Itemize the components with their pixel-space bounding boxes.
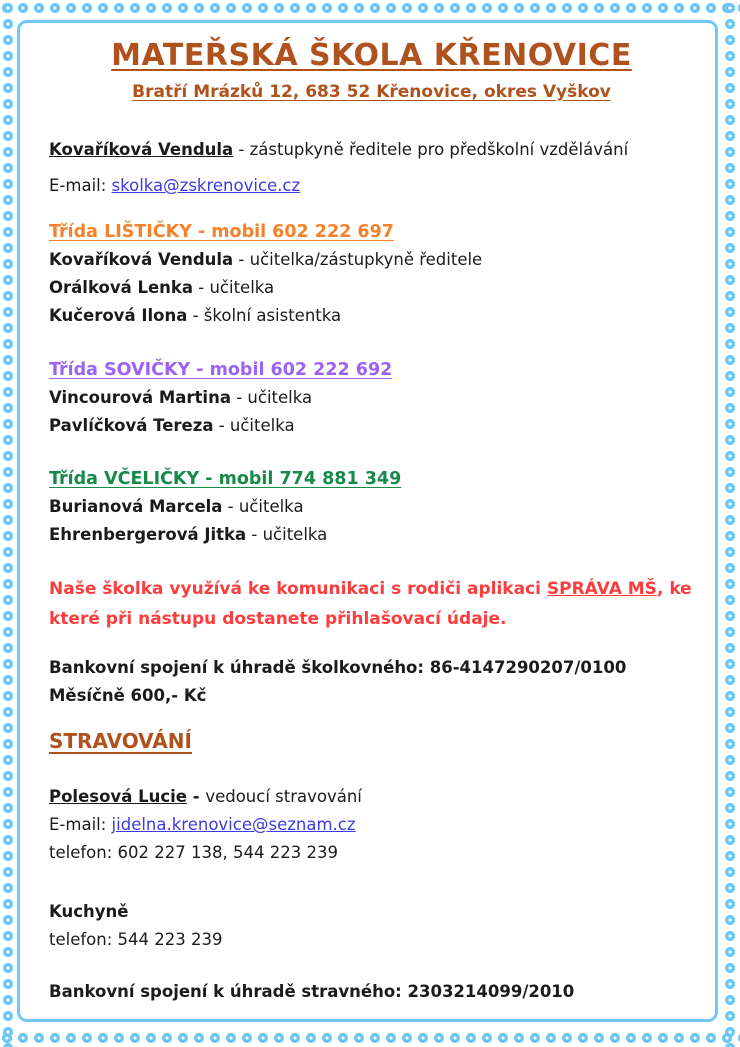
staff-role: - učitelka xyxy=(222,497,304,516)
staff-role: - školní asistentka xyxy=(187,306,342,325)
class-heading-vcelicky: Třída VČELIČKY - mobil 774 881 349 xyxy=(49,469,402,489)
class-heading-sovicky: Třída SOVIČKY - mobil 602 222 692 xyxy=(49,360,393,380)
catering-heading: STRAVOVÁNÍ xyxy=(49,729,192,753)
staff-role: - učitelka xyxy=(246,525,328,544)
staff-line xyxy=(49,384,694,412)
class-heading-listicky: Třída LIŠTIČKY - mobil 602 222 697 xyxy=(49,222,394,242)
phone-label: telefon: xyxy=(49,930,118,949)
staff-name: Kučerová Ilona xyxy=(49,306,188,325)
app-notice xyxy=(49,574,694,634)
page-title: MATEŘSKÁ ŠKOLA KŘENOVICE xyxy=(111,38,632,73)
staff-role: - učitelka xyxy=(213,416,295,435)
staff-line xyxy=(49,412,694,440)
manager-name: Polesová Lucie xyxy=(49,787,187,806)
staff-line xyxy=(49,302,694,330)
staff-line xyxy=(49,521,694,549)
staff-name: Vincourová Martina xyxy=(49,388,231,407)
deputy-line xyxy=(49,136,694,164)
manager-dash: - xyxy=(186,787,206,806)
staff-name: Orálková Lenka xyxy=(49,278,194,297)
deputy-email-line xyxy=(49,172,694,200)
kitchen-phone-line xyxy=(49,926,694,954)
phone-numbers: 602 227 138, 544 223 239 xyxy=(117,843,338,862)
document-content xyxy=(49,38,694,1006)
staff-line xyxy=(49,274,694,302)
dotted-border-left xyxy=(1,0,15,1047)
dotted-border-bottom xyxy=(0,1031,740,1045)
staff-line xyxy=(49,493,694,521)
tuition-bank-line: Bankovní spojení k úhradě školkovného: 86-4147290207/0100 xyxy=(49,658,627,677)
page-subtitle: Bratří Mrázků 12, 683 52 Křenovice, okres Vyškov xyxy=(132,82,611,102)
staff-role: - učitelka/zástupkyně ředitele xyxy=(233,250,483,269)
kitchen-title: Kuchyně xyxy=(49,902,129,921)
catering-phone-line xyxy=(49,839,694,867)
staff-line xyxy=(49,246,694,274)
staff-name: Ehrenbergerová Jitka xyxy=(49,525,247,544)
catering-email-link[interactable]: jidelna.krenovice@seznam.cz xyxy=(111,815,356,834)
staff-name: Burianová Marcela xyxy=(49,497,223,516)
deputy-name: Kovaříková Vendula xyxy=(49,140,234,159)
dotted-border-right xyxy=(723,0,737,1047)
staff-name: Pavlíčková Tereza xyxy=(49,416,214,435)
app-notice-before: Naše školka využívá ke komunikaci s rodiči aplikaci xyxy=(49,579,547,599)
staff-name: Kovaříková Vendula xyxy=(49,250,234,269)
email-label: E-mail: xyxy=(49,176,112,195)
tuition-monthly-line: Měsíčně 600,- Kč xyxy=(49,686,207,705)
catering-email-line xyxy=(49,811,694,839)
email-label: E-mail: xyxy=(49,815,112,834)
phone-label: telefon: xyxy=(49,843,118,862)
catering-manager-line xyxy=(49,783,694,811)
sprava-ms-link[interactable]: SPRÁVA MŠ xyxy=(546,579,657,599)
catering-bank-line: Bankovní spojení k úhradě stravného: 2303214099/2010 xyxy=(49,982,575,1001)
manager-role: vedoucí stravování xyxy=(205,787,362,806)
staff-role: - učitelka xyxy=(230,388,313,407)
dotted-border-top xyxy=(0,1,740,15)
app-notice-after: , ke které při nástupu dostanete přihlašovací údaje. xyxy=(49,579,692,629)
deputy-role: - zástupkyně ředitele pro předškolní vzdělávání xyxy=(233,140,629,159)
phone-numbers: 544 223 239 xyxy=(117,930,223,949)
staff-role: - učitelka xyxy=(193,278,275,297)
deputy-email-link[interactable]: skolka@zskrenovice.cz xyxy=(111,176,301,195)
